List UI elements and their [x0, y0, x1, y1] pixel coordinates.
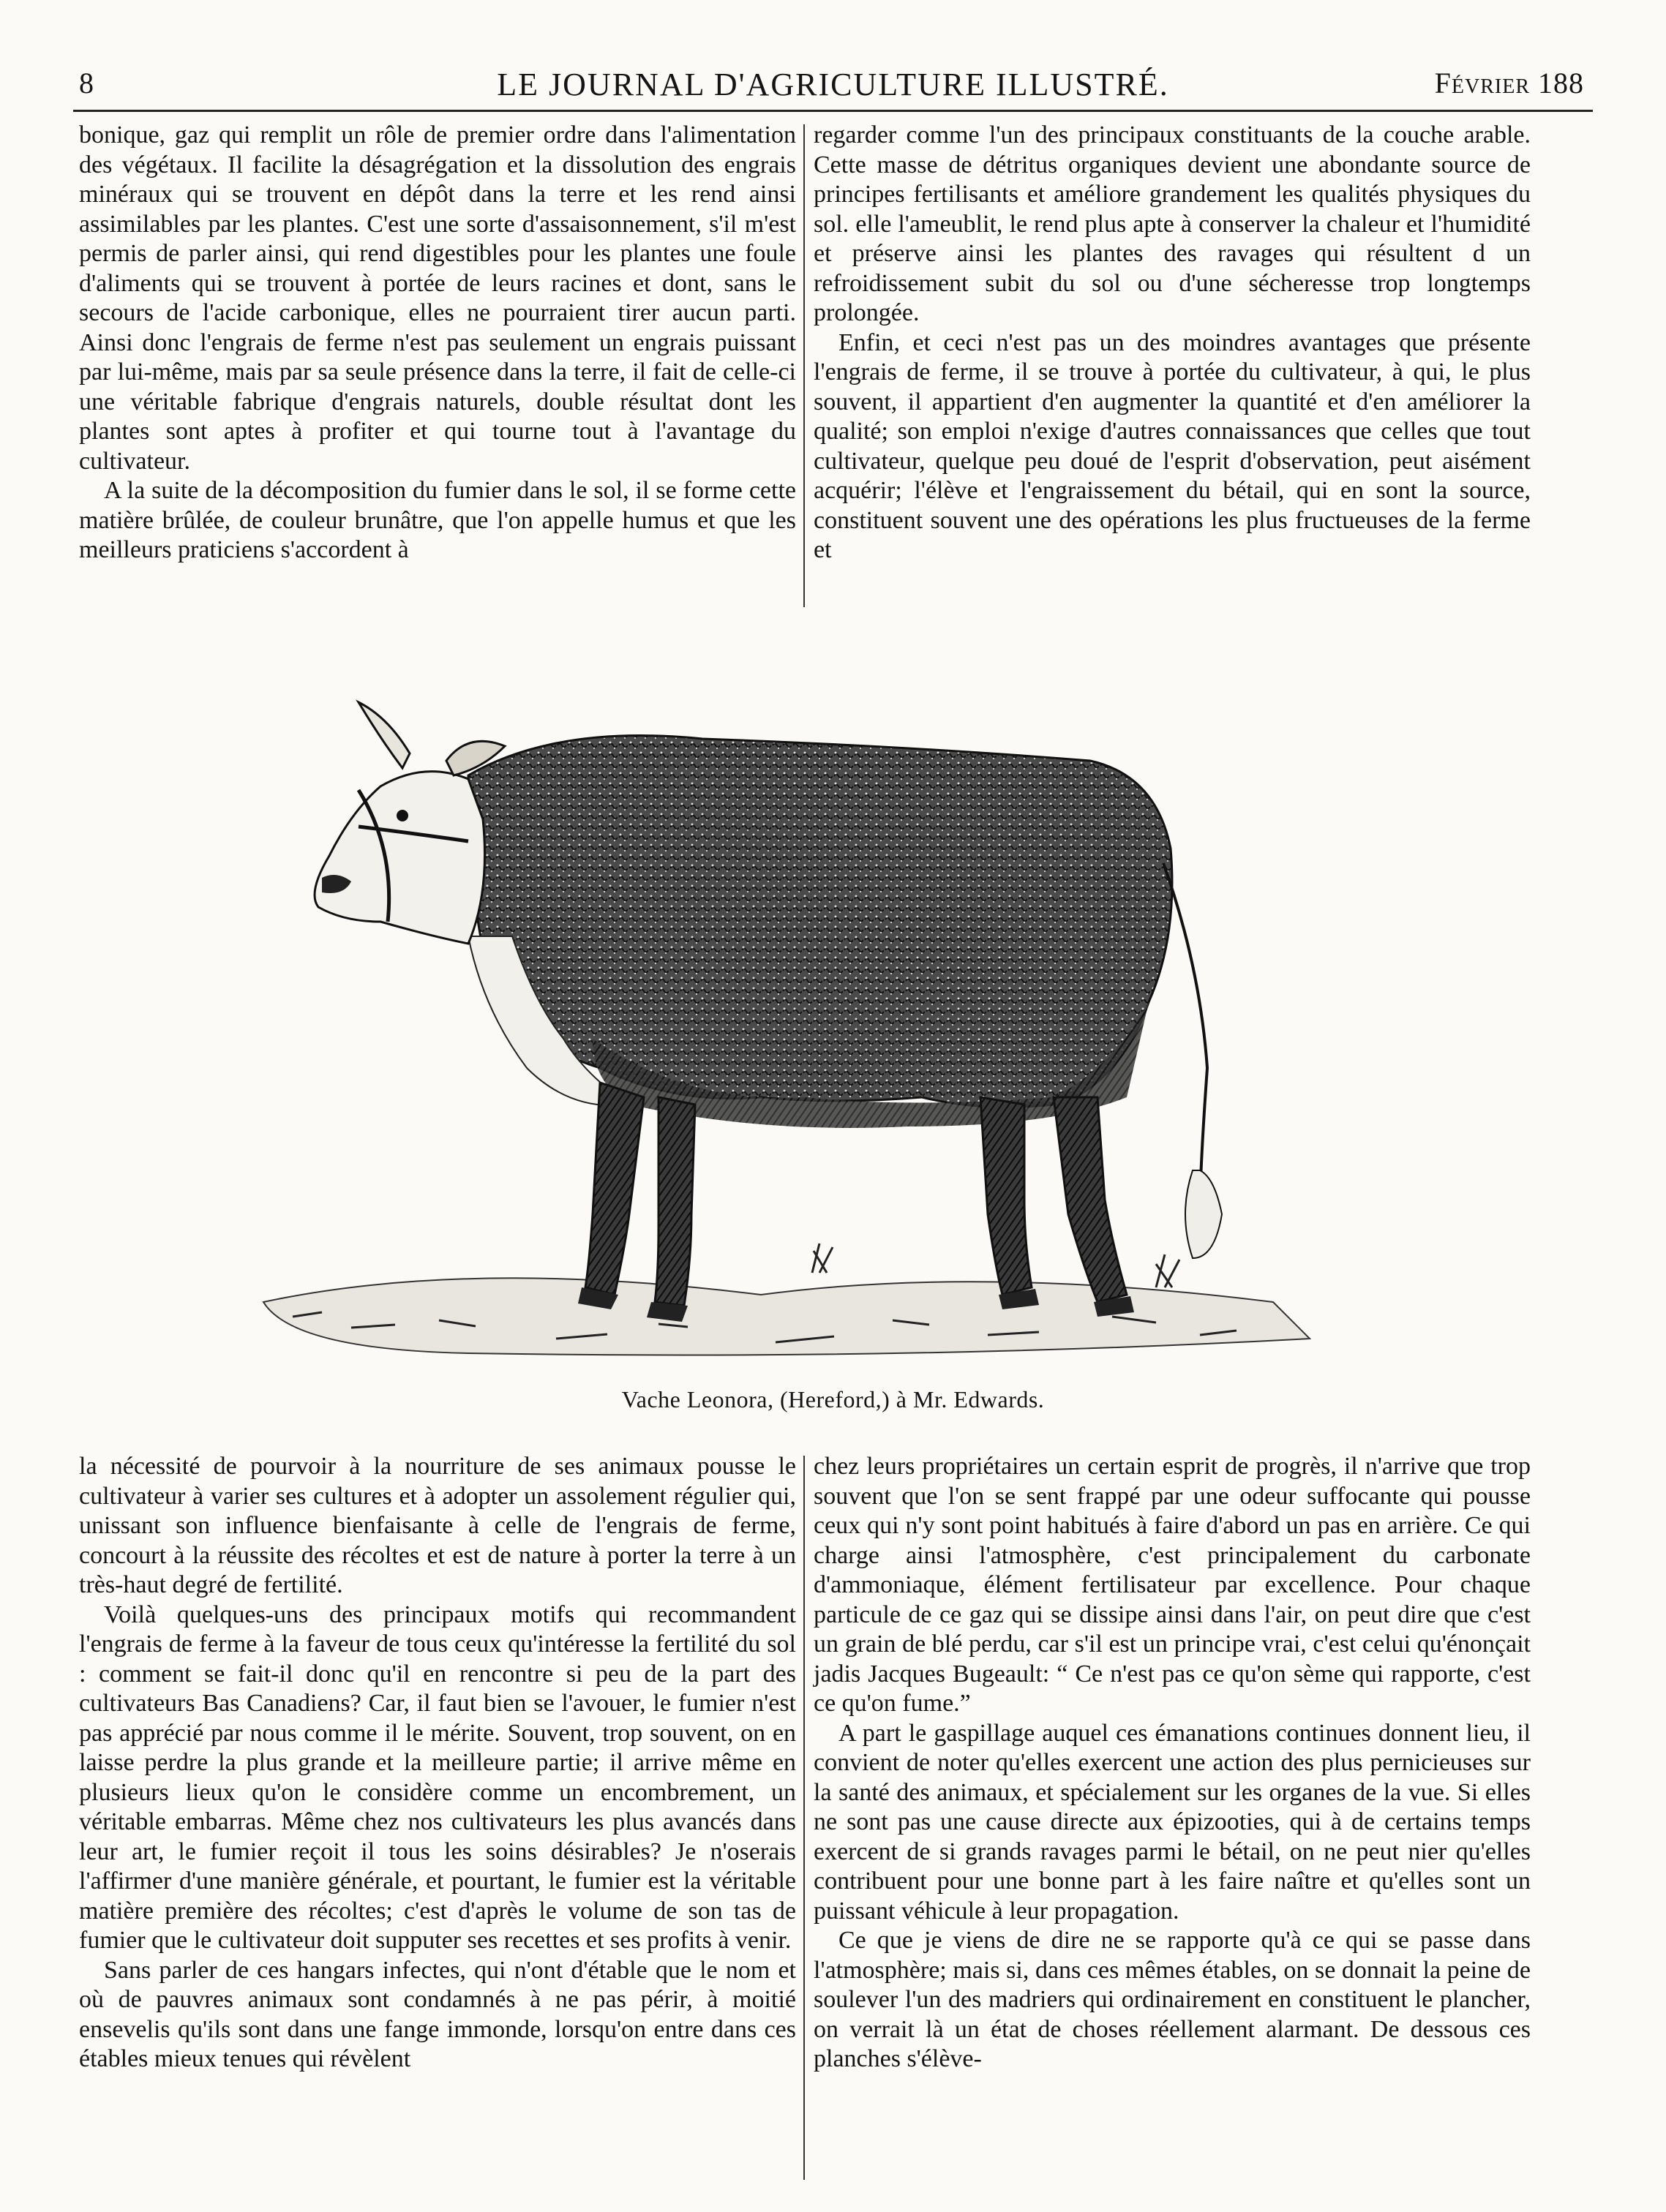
column-top-right: [814, 121, 1531, 640]
cow-engraving: [249, 658, 1390, 1404]
paragraph: A part le gaspillage auquel ces émanations continues donnent lieu, il convient de noter qu'elles exercent une action des plus pernicieuses sur la santé des animaux, et spécialement sur les organes de la vue. Si elles ne sont pas une cause directe aux épizooties, qui à de certains temps exercent de si grands ravages parmi le bétail, on ne peut nier qu'elles contribuent pour une bonne part à les faire naître et qu'elles sont un puissant véhicule à leur propagation.: [814, 1719, 1531, 1925]
column-bottom-right: [814, 1452, 1531, 2183]
column-divider: [803, 1456, 805, 2180]
figure-caption: Vache Leonora, (Hereford,) à Mr. Edwards.: [621, 1386, 1045, 1412]
paragraph: A la suite de la décomposition du fumier dans le sol, il se forme cette matière brûlée, de couleur brunâtre, que l'on appelle humus et que les meilleurs praticiens s'accordent à: [79, 477, 796, 563]
column-divider: [803, 124, 805, 607]
paragraph: Voilà quelques-uns des principaux motifs qui recommandent l'engrais de ferme à la faveur de tous ceux qu'intéresse la fertilité du sol : comment se fait-il donc qu'il en rencontre si peu de la part des cultivateurs Bas Canadiens? Car, il faut bien se l'avouer, le fumier n'est pas apprécié par nous comme il le mérite. Souvent, trop souvent, on en laisse perdre la plus grande et la meilleure partie; il arrive même en plusieurs lieux qu'on le considère comme un encombrement, un véritable embarras. Même chez nos cultivateurs les plus avancés dans leur art, le fumier reçoit il tous les soins désirables? Je n'oserais l'affirmer d'une manière générale, et pourtant, le fumier est la véritable matière première des récoltes; c'est d'après le volume de son tas de fumier que le cultivateur doit supputer ses recettes et ses profits à venir.: [79, 1600, 796, 1954]
column-bottom-left: [79, 1452, 796, 2183]
page-number: 8: [79, 67, 94, 99]
paragraph: bonique, gaz qui remplit un rôle de premier ordre dans l'alimentation des végétaux. Il facilite la désagrégation et la dissolution des engrais minéraux qui se trouvent en dépôt dans la terre et les rend ainsi assimilables par les plantes. C'est une sorte d'assaisonnement, s'il m'est permis de parler ainsi, qui rend digestibles pour les plantes une foule d'aliments qui se trouvent à portée de leurs racines et dont, sans le secours de l'acide carbonique, elles ne pourraient tirer aucun parti. Ainsi donc l'engrais de ferme n'est pas seulement un engrais puissant par lui-même, mais par sa seule présence dans la terre, il fait de celle-ci une véritable fabrique d'engrais naturels, double résultat dont les plantes sont aptes à profiter et qui tourne tout à l'avantage du cultivateur.: [79, 121, 796, 475]
column-top-left: [79, 121, 796, 640]
journal-title: LE JOURNAL D'AGRICULTURE ILLUSTRÉ.: [497, 67, 1169, 102]
header-rule: [73, 110, 1593, 112]
paragraph: regarder comme l'un des principaux constituants de la couche arable. Cette masse de détritus organiques devient une abondante source de principes fertilisants et améliore grandement les qualités physiques du sol. elle l'ameublit, le rend plus apte à conserver la chaleur et l'humidité et préserve ainsi les plantes des ravages qui résultent d un refroidissement subit du sol ou d'une sécheresse trop longtemps prolongée.: [814, 121, 1531, 326]
paragraph: Ce que je viens de dire ne se rapporte qu'à ce qui se passe dans l'atmosphère; mais si, dans ces mêmes étables, on se donnait la peine de soulever l'un des madriers qui ordinairement en constituent le plancher, on verrait là un état de choses réellement alarmant. De dessous ces planches s'élève-: [814, 1927, 1531, 2072]
paragraph: Enfin, et ceci n'est pas un des moindres avantages que présente l'engrais de ferme, il se trouve à portée du cultivateur, à qui, le plus souvent, il appartient d'en augmenter la quantité et d'en améliorer la qualité; son emploi n'exige d'autres connaissances que celles que tout cultivateur, quelque peu doué de l'esprit d'observation, peut aisément acquérir; l'élève et l'engraissement du bétail, qui en sont la source, constituent souvent une des opérations les plus fructueuses de la ferme et: [814, 328, 1531, 563]
paragraph: chez leurs propriétaires un certain esprit de progrès, il n'arrive que trop souvent que l'on se sent frappé par une odeur suffocante qui pousse ceux qui n'y sont point habitués à faire d'abord un pas en arrière. Ce qui charge ainsi l'atmosphère, c'est principalement du carbonate d'ammoniaque, élément fertilisateur par excellence. Pour chaque particule de ce gaz qui se dissipe ainsi dans l'air, on peut dire que c'est un grain de blé perdu, car s'il est un principe vrai, c'est celui qu'énonçait jadis Jacques Bugeault: “ Ce n'est pas ce qu'on sème qui rapporte, c'est ce qu'on fume.”: [814, 1453, 1531, 1717]
page-header: [73, 57, 1593, 108]
paragraph: Sans parler de ces hangars infectes, qui n'ont d'étable que le nom et où de pauvres animaux sont condamnés à ne pas périr, à moitié ensevelis qu'ils sont dans une fange immonde, lorsqu'on entre dans ces étables mieux tenues qui révèlent: [79, 1956, 796, 2072]
paragraph: la nécessité de pourvoir à la nourriture de ses animaux pousse le cultivateur à varier ses cultures et à adopter un assolement régulier qui, unissant son influence bienfaisante à celle de l'engrais de ferme, concourt à la réussite des récoltes et est de nature à porter la terre à un très-haut degré de fertilité.: [79, 1453, 796, 1598]
issue-date: Février 188: [1434, 67, 1584, 99]
